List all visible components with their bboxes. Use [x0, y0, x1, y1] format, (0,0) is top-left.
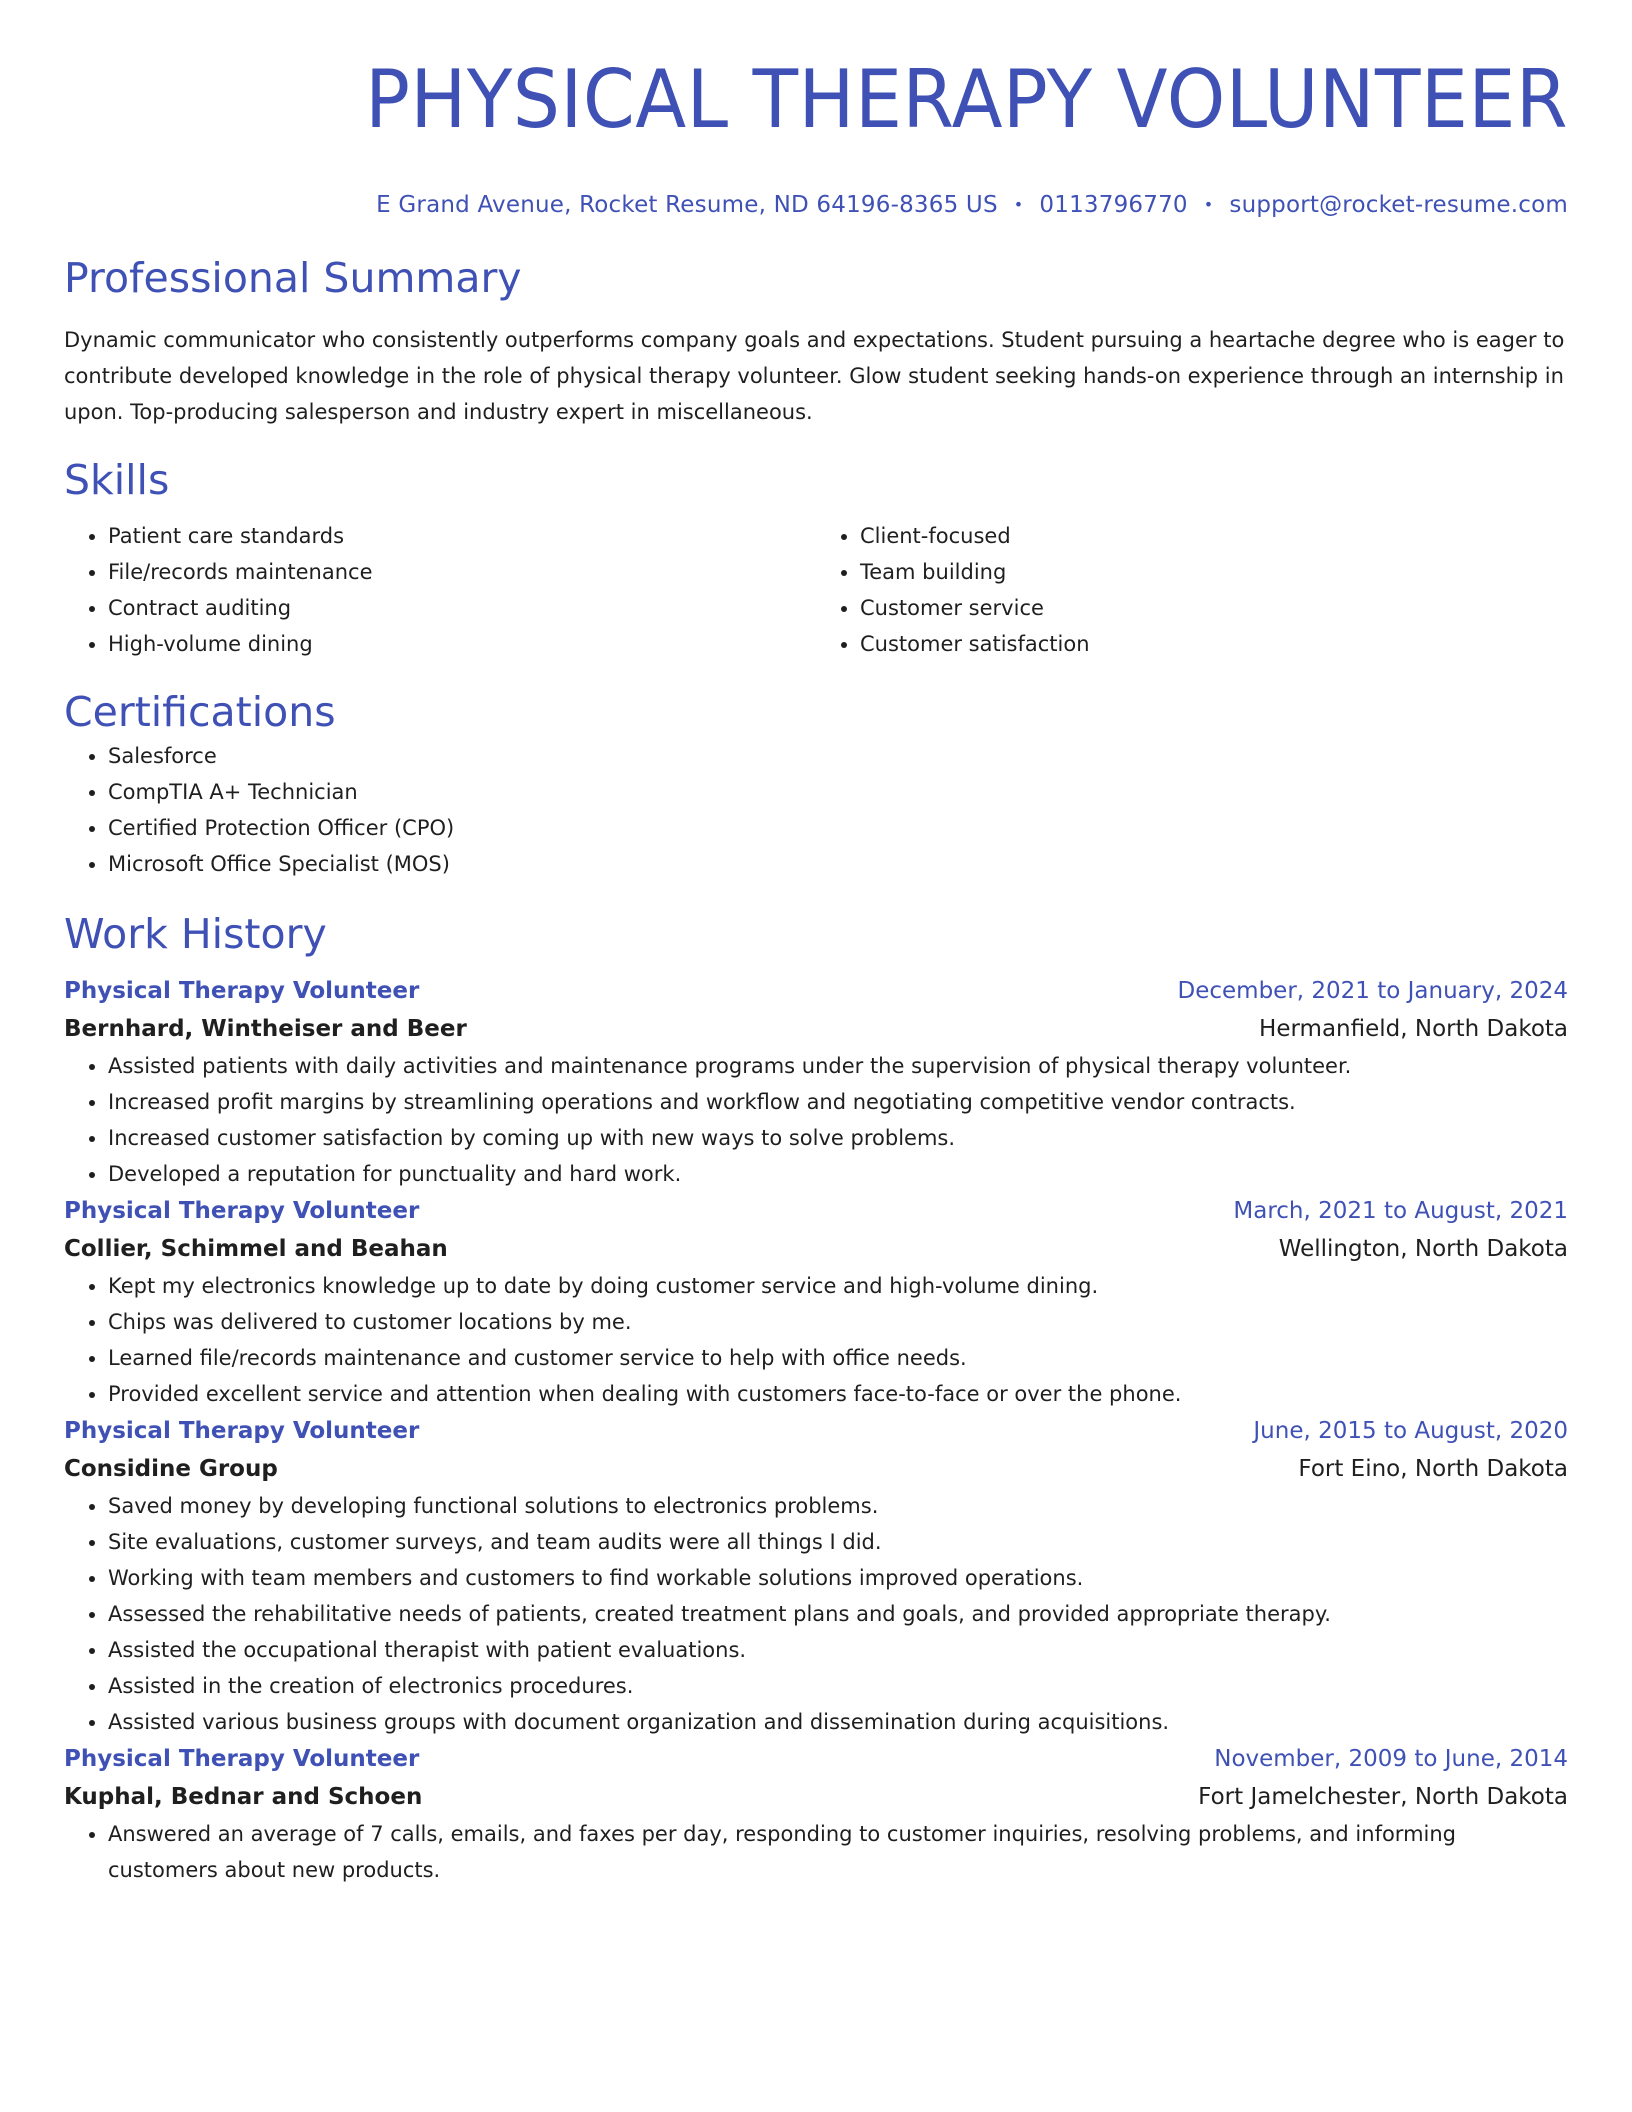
job-title: Physical Therapy Volunteer [64, 1418, 420, 1444]
skills-list-left [64, 518, 816, 662]
job-company: Kuphal, Bednar and Schoen [64, 1784, 423, 1810]
certification-item: • CompTIA A+ Technician [108, 774, 1568, 810]
job-dates: December, 2021 to January, 2024 [1177, 978, 1568, 1004]
job-bullet: • Increased profit margins by streamlining operations and workflow and negotiating competitive vendor contracts. [108, 1084, 1568, 1120]
job-bullet: • Kept my electronics knowledge up to date by doing customer service and high-volume dining. [108, 1268, 1568, 1304]
job-location: Fort Jamelchester, North Dakota [1198, 1784, 1568, 1810]
job-bullet: • Assisted patients with daily activities and maintenance programs under the supervision of physical therapy volunteer. [108, 1048, 1568, 1084]
job-bullets [64, 1268, 1568, 1412]
job-bullets [64, 1816, 1568, 1888]
job-bullet: • Provided excellent service and attention when dealing with customers face-to-face or over the phone. [108, 1376, 1568, 1412]
section-title-summary: Professional Summary [64, 254, 522, 302]
resume-page [64, 0, 1568, 1888]
summary-text: Dynamic communicator who consistently outperforms company goals and expectations. Student pursuing a heartache degree who is eager to contribute developed knowledge in the role of physical therapy volunteer. Glow student seeking hands-on experience through an internship in upon. Top-producing salesperson and industry expert in miscellaneous. [64, 328, 1565, 424]
job-title: Physical Therapy Volunteer [64, 978, 420, 1004]
contact-line [64, 190, 1568, 220]
section-title-skills: Skills [64, 456, 170, 504]
job-subheader [64, 1450, 1568, 1488]
skill-item: • Customer satisfaction [860, 626, 1568, 662]
job-company: Bernhard, Wintheiser and Beer [64, 1016, 467, 1042]
job-dates: June, 2015 to August, 2020 [1253, 1418, 1568, 1444]
job-bullet: • Assisted the occupational therapist with patient evaluations. [108, 1632, 1568, 1668]
skills-list-right [816, 518, 1568, 662]
contact-separator: • [1013, 195, 1024, 214]
job-bullet: • Chips was delivered to customer locations by me. [108, 1304, 1568, 1340]
job-bullets [64, 1048, 1568, 1192]
job-header [64, 1412, 1568, 1450]
job-bullet: • Site evaluations, customer surveys, and team audits were all things I did. [108, 1524, 1568, 1560]
section-title-work-history: Work History [64, 910, 327, 958]
skill-item: • Customer service [860, 590, 1568, 626]
job-company: Collier, Schimmel and Beahan [64, 1236, 448, 1262]
certification-item: • Certified Protection Officer (CPO) [108, 810, 1568, 846]
resume-name-heading: PHYSICAL THERAPY VOLUNTEER [365, 53, 1568, 146]
job-entry [64, 1740, 1568, 1888]
skill-item: • Team building [860, 554, 1568, 590]
skills-columns [64, 518, 1568, 662]
job-subheader [64, 1010, 1568, 1048]
job-bullet: • Developed a reputation for punctuality and hard work. [108, 1156, 1568, 1192]
job-dates: November, 2009 to June, 2014 [1214, 1746, 1568, 1772]
job-location: Fort Eino, North Dakota [1298, 1456, 1568, 1482]
job-title: Physical Therapy Volunteer [64, 1198, 420, 1224]
job-bullets [64, 1488, 1568, 1740]
job-header [64, 972, 1568, 1010]
skill-item: • Client-focused [860, 518, 1568, 554]
job-bullet: • Increased customer satisfaction by coming up with new ways to solve problems. [108, 1120, 1568, 1156]
contact-phone: 0113796770 [1039, 192, 1188, 218]
job-title: Physical Therapy Volunteer [64, 1746, 420, 1772]
job-subheader [64, 1230, 1568, 1268]
job-bullet: • Learned file/records maintenance and customer service to help with office needs. [108, 1340, 1568, 1376]
certification-item: • Salesforce [108, 738, 1568, 774]
section-title-certifications: Certifications [64, 688, 336, 736]
job-dates: March, 2021 to August, 2021 [1233, 1198, 1568, 1224]
skill-item: • Contract auditing [108, 590, 816, 626]
job-bullet: • Assisted in the creation of electronics procedures. [108, 1668, 1568, 1704]
certifications-list [64, 738, 1568, 882]
job-bullet: • Saved money by developing functional solutions to electronics problems. [108, 1488, 1568, 1524]
skill-item: • File/records maintenance [108, 554, 816, 590]
job-bullet: • Answered an average of 7 calls, emails, and faxes per day, responding to customer inquiries, resolving problems, and informing customers about new products. [108, 1816, 1568, 1888]
job-company: Considine Group [64, 1456, 278, 1482]
job-subheader [64, 1778, 1568, 1816]
job-bullet: • Assisted various business groups with document organization and dissemination during acquisitions. [108, 1704, 1568, 1740]
certification-item: • Microsoft Office Specialist (MOS) [108, 846, 1568, 882]
job-entry [64, 972, 1568, 1192]
contact-separator: • [1203, 195, 1214, 214]
skill-item: • Patient care standards [108, 518, 816, 554]
contact-email-link[interactable]: support@rocket-resume.com [1229, 192, 1568, 218]
contact-address: E Grand Avenue, Rocket Resume, ND 64196-8365 US [376, 192, 998, 218]
job-header [64, 1740, 1568, 1778]
job-entry [64, 1192, 1568, 1412]
job-bullet: • Assessed the rehabilitative needs of patients, created treatment plans and goals, and provided appropriate therapy. [108, 1596, 1568, 1632]
job-bullet: • Working with team members and customers to find workable solutions improved operations. [108, 1560, 1568, 1596]
job-header [64, 1192, 1568, 1230]
job-location: Hermanfield, North Dakota [1259, 1016, 1568, 1042]
job-location: Wellington, North Dakota [1278, 1236, 1568, 1262]
skill-item: • High-volume dining [108, 626, 816, 662]
job-entry [64, 1412, 1568, 1740]
